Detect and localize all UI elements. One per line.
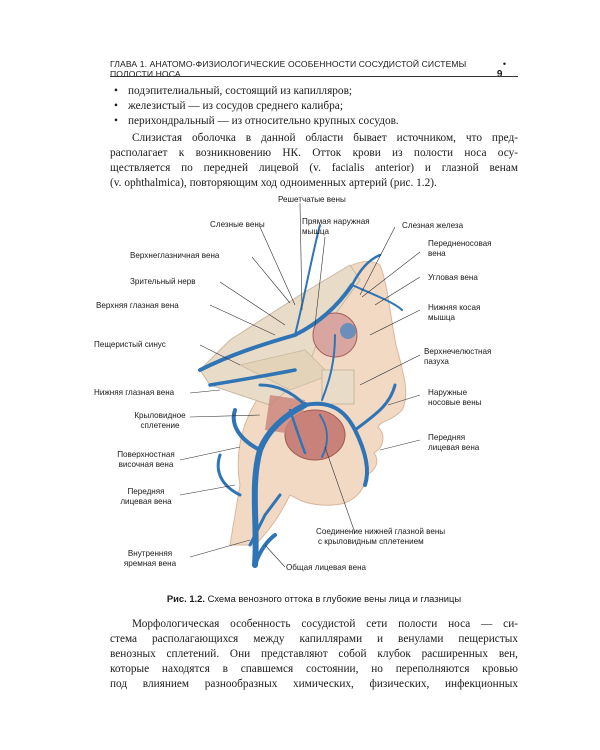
label-connection-ophthalmic-pterygoid: Соединение нижней глазной вены с крыловидным сплетением: [316, 527, 446, 546]
label-rectus-lateral: Прямая наружная мышца: [302, 217, 370, 236]
label-anterior-nasal-vein: Передненосовая вена: [428, 239, 492, 258]
label-pterygoid-plexus: Крыловидное сплетение: [134, 411, 186, 430]
label-superficial-temporal-vein: Поверхностная височная вена: [117, 450, 175, 469]
paragraph-line: под влиянием разнообразных химических, физических, инфекционных: [110, 678, 518, 690]
list-item-text: перихондральный — из относительно крупных сосудов.: [128, 115, 399, 127]
caption-label: Рис. 1.2.: [166, 593, 205, 604]
label-internal-jugular-vein: Внутренняя яремная вена: [123, 549, 177, 568]
label-external-nasal-veins: Наружные носовые вены: [428, 388, 482, 407]
page-number: 9: [496, 68, 503, 80]
paragraph-line: ществляется по передней лицевой (v. facialis anterior) и глазной венам: [110, 162, 518, 174]
list-item: • перихондральный — из относительно крупных сосудов.: [114, 115, 399, 127]
label-lacrimal-veins: Слезные вены: [210, 220, 265, 229]
label-cavernous-sinus: Пещеристый синус: [94, 340, 166, 349]
paragraph-line: располагает к возникновению НК. Отток крови из полости носа осу-: [110, 147, 518, 159]
label-superior-ophthalmic-vein: Верхняя глазная вена: [96, 301, 179, 310]
paragraph-line: Слизистая оболочка в данной области бывает источником, что пред-: [132, 132, 518, 144]
label-inferior-ophthalmic-vein: Нижняя глазная вена: [94, 388, 175, 397]
label-ethmoid-veins: Решетчатые вены: [278, 195, 346, 204]
paragraph-line: венозных сплетений. Они представляют собой клубок расширенных вен,: [110, 648, 518, 660]
list-item-text: железистый — из сосудов среднего калибра;: [128, 100, 343, 112]
bullet-list: [110, 84, 518, 129]
caption-text: Схема венозного оттока в глубокие вены лица и глазницы: [207, 593, 462, 604]
figure-caption: [110, 593, 518, 604]
paragraph-line: (v. ophthalmica), повторяющим ход одноименных артерий (рис. 1.2).: [110, 177, 437, 189]
label-anterior-facial-vein-right: Передняя лицевая вена: [428, 433, 480, 452]
paragraph-line: стема располагающихся между капиллярами и венулами пещеристых: [110, 633, 518, 645]
label-optic-nerve: Зрительный нерв: [130, 277, 196, 286]
header-separator: •: [502, 58, 507, 69]
header-rule: [110, 76, 518, 77]
iris: [340, 323, 356, 339]
paragraph-line: Морфологическая особенность сосудистой сети полости носа — си-: [132, 618, 518, 630]
anatomy-figure: [90, 185, 520, 590]
paragraph-line: которые находятся в спавшемся состоянии, но переполняются кровью: [110, 663, 518, 675]
list-item: • подэпителиальный, состоящий из капилляров;: [114, 85, 353, 97]
label-maxillary-sinus: Верхнечелюстная пазуха: [424, 347, 492, 366]
label-supraorbital-vein: Верхнеглазничная вена: [130, 251, 220, 260]
paragraph-2: [110, 617, 518, 692]
list-item: • железистый — из сосудов среднего калибра;: [114, 100, 343, 112]
chapter-title: ГЛАВА 1. АНАТОМО-ФИЗИОЛОГИЧЕСКИЕ ОСОБЕННОСТИ СОСУДИСТОЙ СИСТЕМЫ ПОЛОСТИ НОСА: [110, 59, 467, 79]
label-lacrimal-gland: Слезная железа: [402, 221, 464, 230]
paragraph-1: [110, 131, 518, 191]
list-item-text: подэпителиальный, состоящий из капилляров;: [128, 85, 353, 97]
label-anterior-facial-vein-left: Передняя лицевая вена: [120, 487, 172, 506]
label-angular-vein: Угловая вена: [428, 273, 478, 282]
running-header: [110, 58, 518, 80]
label-inferior-oblique: Нижняя косая мышца: [428, 303, 481, 322]
label-common-facial-vein: Общая лицевая вена: [286, 563, 367, 572]
